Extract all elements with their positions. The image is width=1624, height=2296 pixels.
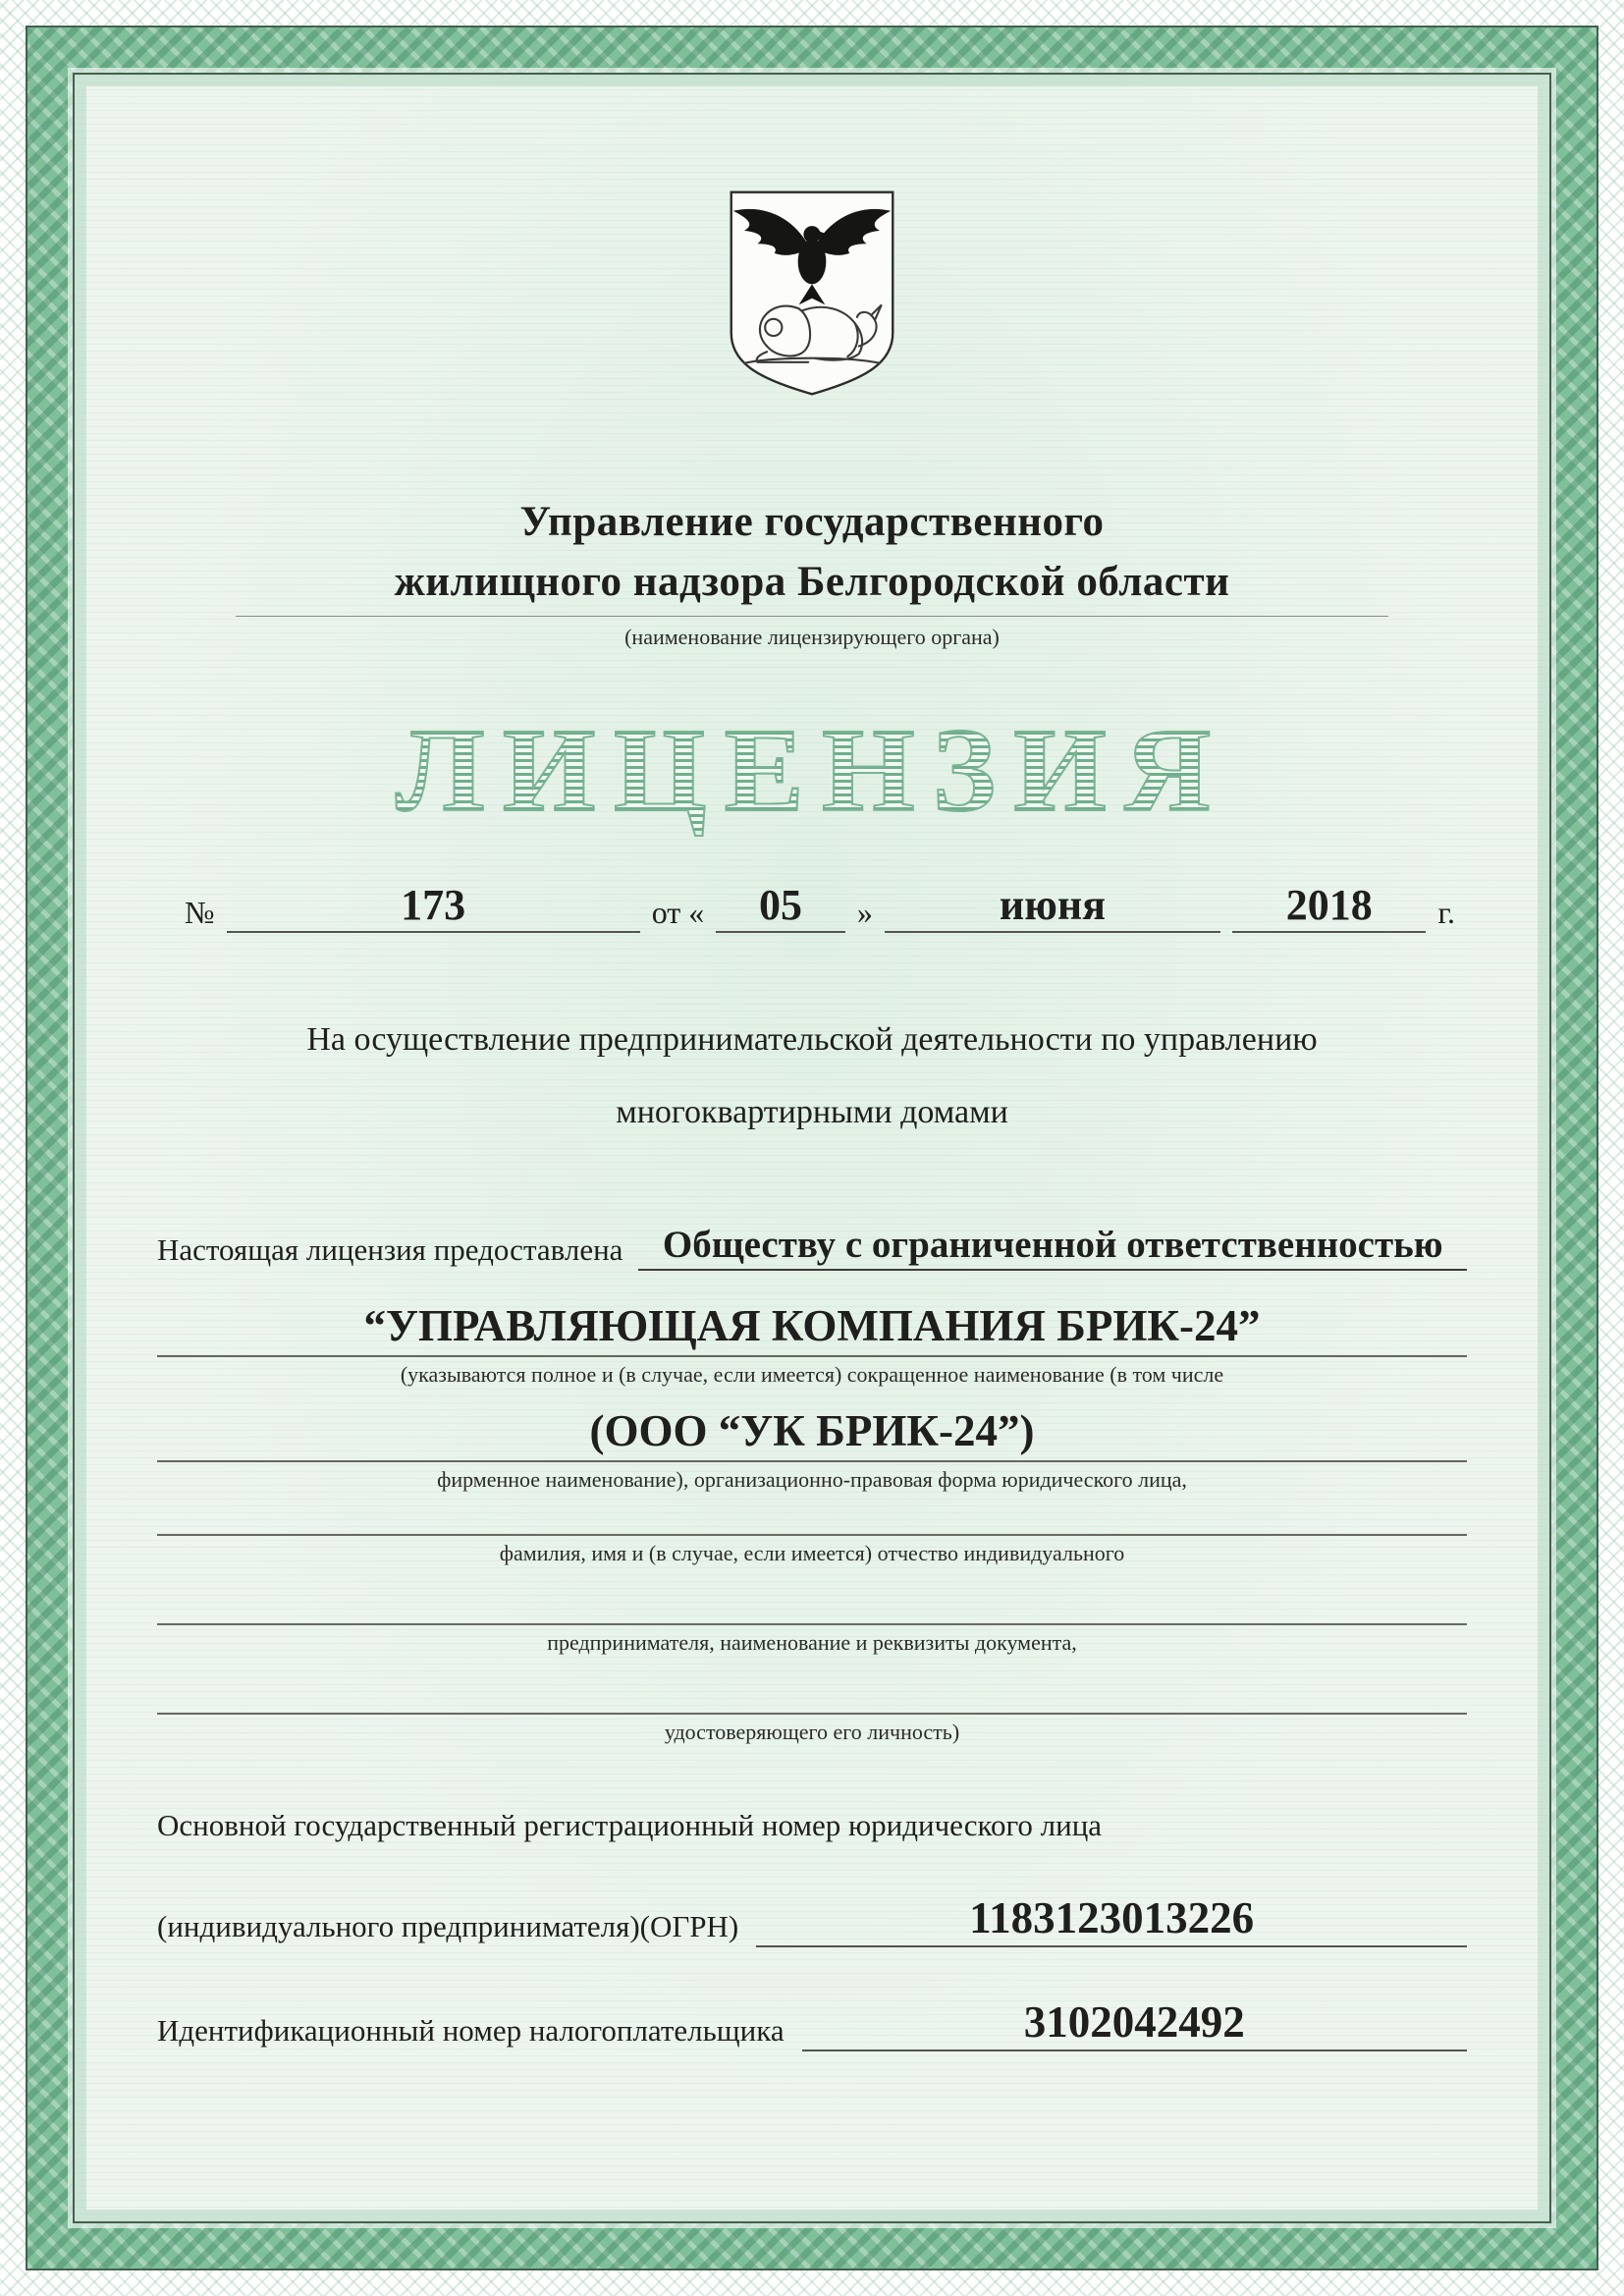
blank-field-line-2 — [157, 1621, 1467, 1625]
blank-caption-1: фамилия, имя и (в случае, если имеется) отчество индивидуального — [499, 1540, 1125, 1565]
ogrn-row — [157, 1892, 1467, 1947]
license-month-value: июня — [885, 882, 1220, 933]
inn-row — [157, 1996, 1467, 2051]
company-short-caption: фирменное наименование), организационно-правовая форма юридического лица, — [437, 1466, 1187, 1492]
blank-caption-2: предпринимателя, наименование и реквизиты документа, — [547, 1629, 1077, 1655]
date-from-label: от « — [651, 895, 705, 931]
authority-underline — [236, 616, 1388, 617]
guilloche-border-band — [26, 26, 1598, 2270]
license-number-row — [185, 882, 1455, 933]
license-day-value: 05 — [716, 882, 845, 933]
document-title: ЛИЦЕНЗИЯ — [395, 704, 1229, 838]
year-suffix-label: г. — [1437, 895, 1455, 931]
authority-caption: (наименование лицензирующего органа) — [624, 625, 1000, 650]
ogrn-label-line1: Основной государственный регистрационный номер юридического лица — [157, 1807, 1103, 1842]
activity-line-2: многоквартирными домами — [616, 1093, 1008, 1130]
license-year-value: 2018 — [1232, 882, 1426, 933]
number-sign-label: № — [185, 895, 215, 931]
grantee-legal-form-value: Обществу с ограниченной ответственностью — [638, 1223, 1467, 1271]
inn-value: 3102042492 — [802, 1996, 1467, 2051]
blank-field-line-1 — [157, 1532, 1467, 1536]
grantee-intro-row — [157, 1223, 1467, 1271]
blank-field-line-3 — [157, 1711, 1467, 1715]
ogrn-value: 1183123013226 — [756, 1892, 1467, 1947]
license-number-value: 173 — [227, 882, 640, 933]
company-full-caption: (указываются полное и (в случае, если имеется) сокращенное наименование (в том числе — [400, 1361, 1224, 1387]
coat-of-arms — [157, 185, 1467, 406]
company-short-name: (ООО “УК БРИК-24”) — [157, 1405, 1467, 1462]
ogrn-label-line2: (индивидуального предпринимателя)(ОГРН) — [157, 1908, 739, 1943]
authority-line-1: Управление государственного — [519, 499, 1105, 545]
license-paper — [73, 73, 1551, 2223]
authority-line-2: жилищного надзора Белгородской области — [394, 559, 1230, 606]
grantee-intro-label: Настоящая лицензия предоставлена — [157, 1231, 623, 1267]
quote-close-label: » — [856, 895, 873, 931]
licensing-authority-name — [157, 492, 1467, 612]
company-full-name: “УПРАВЛЯЮЩАЯ КОМПАНИЯ БРИК-24” — [157, 1300, 1467, 1357]
activity-line-1: На осуществление предпринимательской деятельности по управлению — [306, 1021, 1318, 1059]
coat-of-arms-belgorod-icon — [716, 185, 908, 401]
licensed-activity — [157, 1004, 1467, 1147]
blank-caption-3: удостоверяющего его личность) — [664, 1719, 960, 1744]
inn-label: Идентификационный номер налогоплательщика — [157, 2012, 785, 2048]
